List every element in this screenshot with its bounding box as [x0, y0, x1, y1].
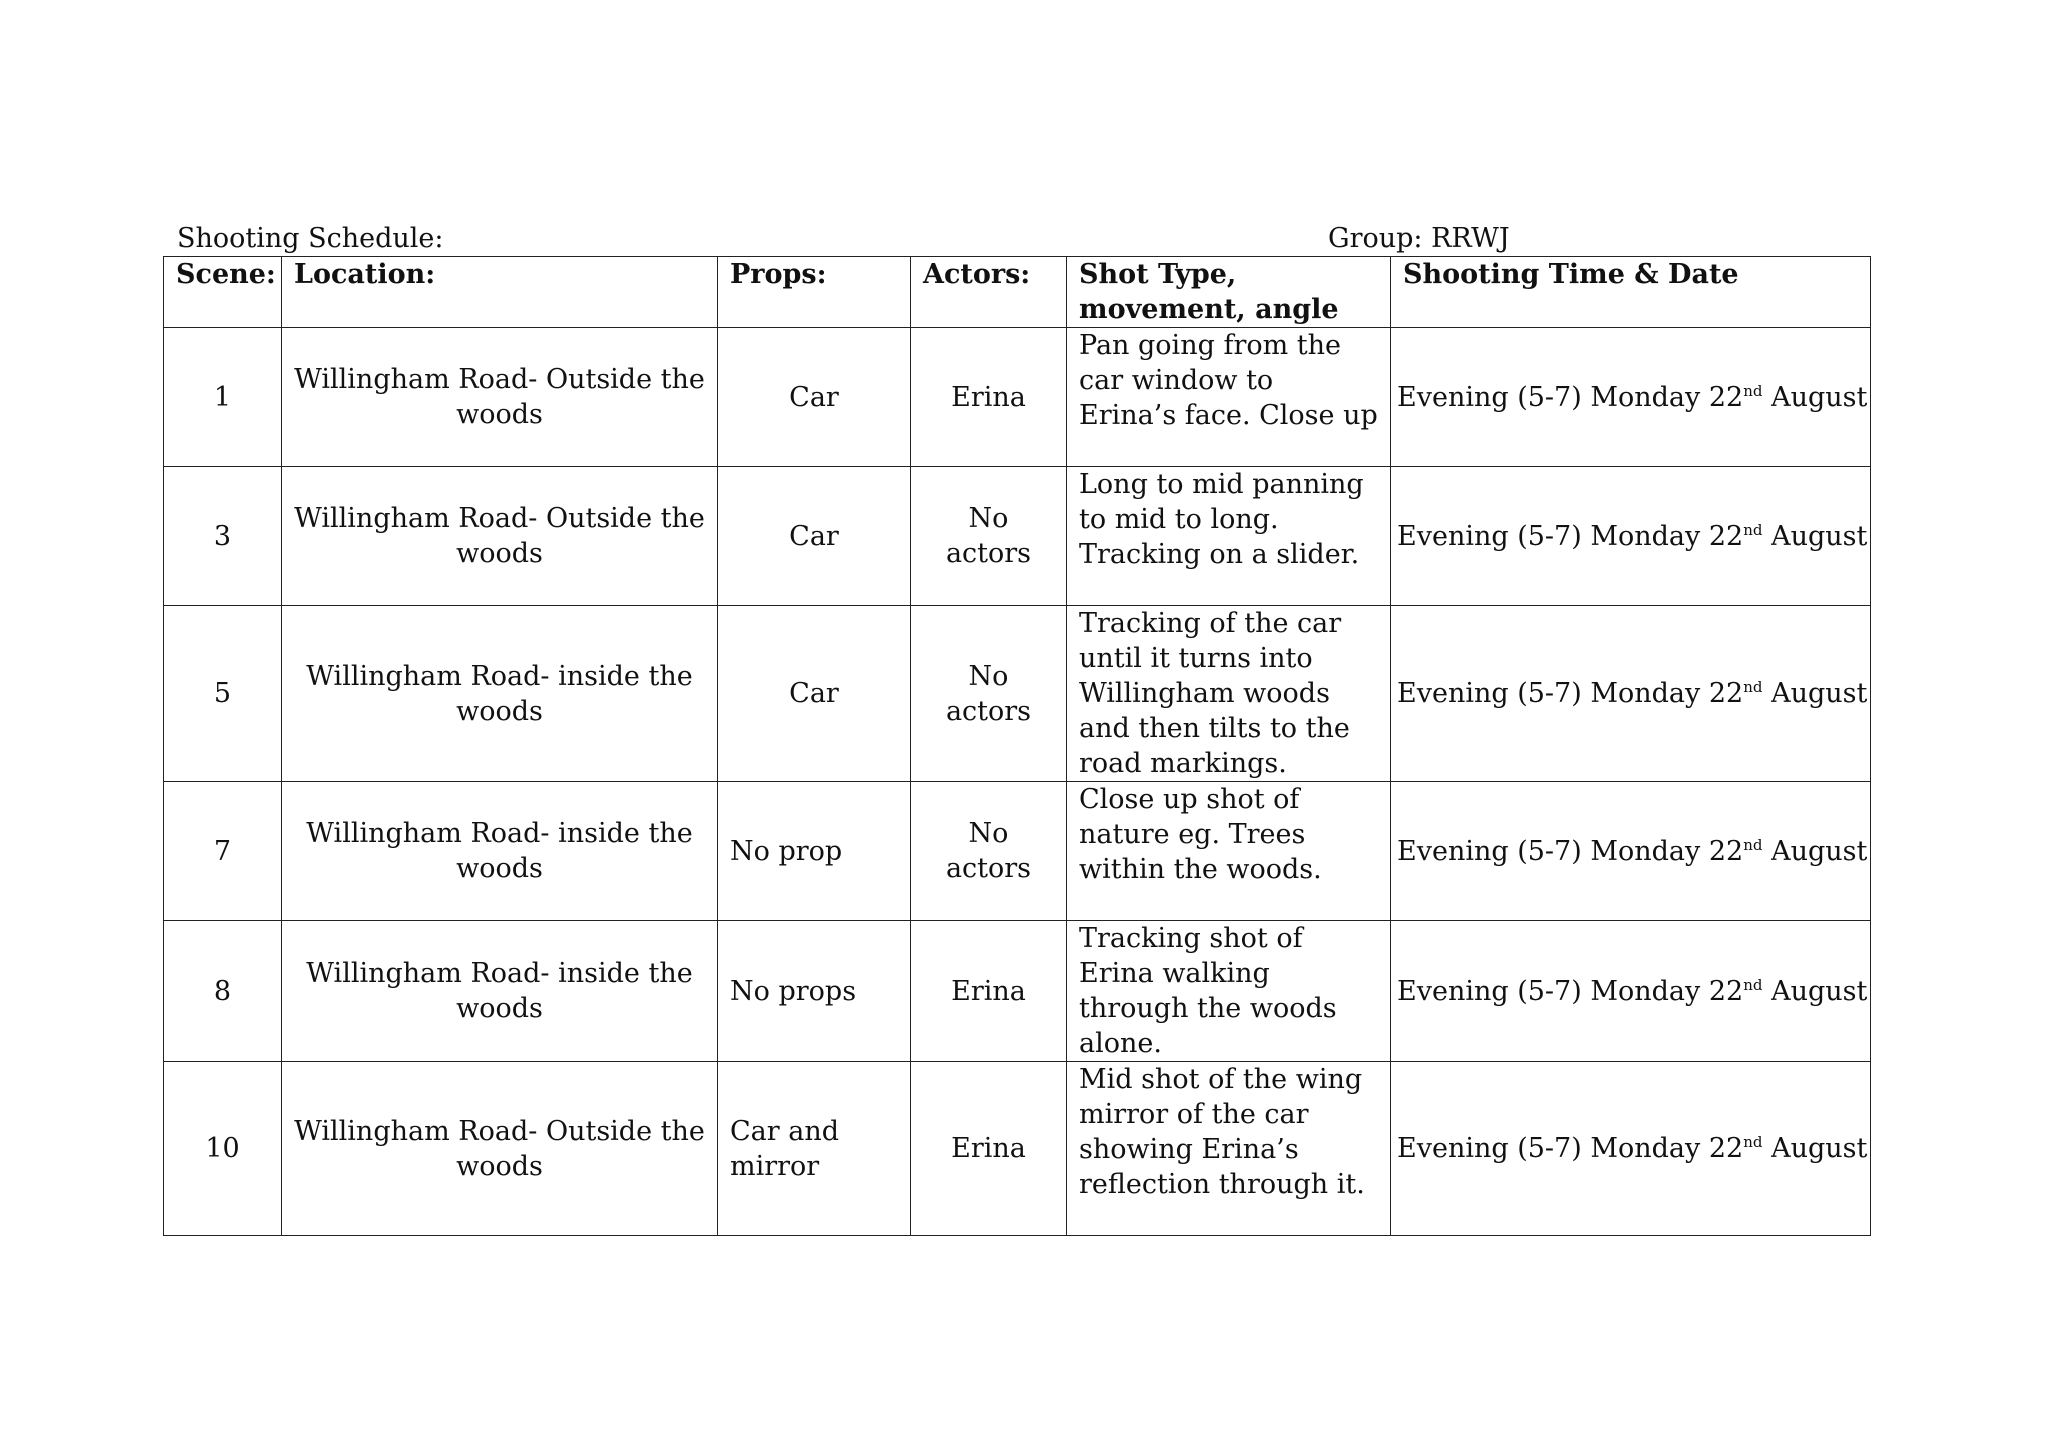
table-row — [164, 606, 1871, 782]
cell-props: Car and mirror — [718, 1062, 911, 1236]
date-ordinal: nd — [1743, 381, 1763, 400]
cell-time-date — [1391, 1062, 1871, 1236]
cell-shot-type: Tracking of the car until it turns into Willingham woods and then tilts to the road markings. — [1067, 606, 1391, 782]
table-row — [164, 1062, 1871, 1236]
date-ordinal: nd — [1743, 520, 1763, 539]
cell-shot-type: Mid shot of the wing mirror of the car showing Erina’s reflection through it. — [1067, 1062, 1391, 1236]
date-month: August — [1762, 381, 1868, 413]
cell-shot-type: Close up shot of nature eg. Trees within the woods. — [1067, 782, 1391, 921]
header-location: Location: — [282, 257, 718, 328]
cell-scene: 7 — [164, 782, 282, 921]
cell-props: No props — [718, 921, 911, 1062]
cell-location: Willingham Road- Outside the woods — [282, 1062, 718, 1236]
cell-actors: No actors — [911, 606, 1067, 782]
cell-scene: 10 — [164, 1062, 282, 1236]
date-prefix: Evening (5-7) Monday 22 — [1397, 381, 1744, 413]
cell-scene: 5 — [164, 606, 282, 782]
cell-scene: 1 — [164, 328, 282, 467]
table-row — [164, 782, 1871, 921]
cell-time-date — [1391, 921, 1871, 1062]
date-month: August — [1762, 520, 1868, 552]
cell-time-date — [1391, 467, 1871, 606]
cell-props: Car — [718, 467, 911, 606]
date-ordinal: nd — [1743, 835, 1763, 854]
cell-scene: 3 — [164, 467, 282, 606]
cell-actors: Erina — [911, 921, 1067, 1062]
date-prefix: Evening (5-7) Monday 22 — [1397, 1133, 1744, 1164]
date-ordinal: nd — [1743, 975, 1763, 994]
cell-shot-type: Pan going from the car window to Erina’s face. Close up — [1067, 328, 1391, 467]
table-header-row — [164, 257, 1871, 328]
header-time-date: Shooting Time & Date — [1391, 257, 1871, 328]
date-month: August — [1762, 1133, 1868, 1164]
group-label: Group: RRWJ — [1328, 223, 1510, 254]
date-month: August — [1762, 835, 1868, 867]
header-shot-type: Shot Type, movement, angle — [1067, 257, 1391, 328]
cell-shot-type: Long to mid panning to mid to long. Tracking on a slider. — [1067, 467, 1391, 606]
cell-props: No prop — [718, 782, 911, 921]
date-month: August — [1762, 678, 1868, 709]
header-actors: Actors: — [911, 257, 1067, 328]
cell-location: Willingham Road- inside the woods — [282, 921, 718, 1062]
date-ordinal: nd — [1743, 678, 1763, 696]
cell-location: Willingham Road- inside the woods — [282, 606, 718, 782]
table-row — [164, 921, 1871, 1062]
cell-time-date — [1391, 328, 1871, 467]
table-row — [164, 467, 1871, 606]
date-month: August — [1762, 975, 1868, 1007]
cell-time-date — [1391, 782, 1871, 921]
date-prefix: Evening (5-7) Monday 22 — [1397, 678, 1744, 709]
date-prefix: Evening (5-7) Monday 22 — [1397, 520, 1744, 552]
document-title: Shooting Schedule: — [177, 223, 444, 254]
cell-time-date — [1391, 606, 1871, 782]
cell-props: Car — [718, 328, 911, 467]
cell-actors: No actors — [911, 467, 1067, 606]
table-row — [164, 328, 1871, 467]
cell-scene: 8 — [164, 921, 282, 1062]
shooting-schedule-table — [163, 256, 1871, 1236]
cell-props: Car — [718, 606, 911, 782]
header-props: Props: — [718, 257, 911, 328]
cell-location: Willingham Road- Outside the woods — [282, 328, 718, 467]
date-ordinal: nd — [1743, 1133, 1763, 1151]
cell-location: Willingham Road- inside the woods — [282, 782, 718, 921]
date-prefix: Evening (5-7) Monday 22 — [1397, 975, 1744, 1007]
cell-actors: Erina — [911, 328, 1067, 467]
date-prefix: Evening (5-7) Monday 22 — [1397, 835, 1744, 867]
cell-actors: No actors — [911, 782, 1067, 921]
cell-actors: Erina — [911, 1062, 1067, 1236]
header-scene: Scene: — [164, 257, 282, 328]
cell-shot-type: Tracking shot of Erina walking through the woods alone. — [1067, 921, 1391, 1062]
cell-location: Willingham Road- Outside the woods — [282, 467, 718, 606]
